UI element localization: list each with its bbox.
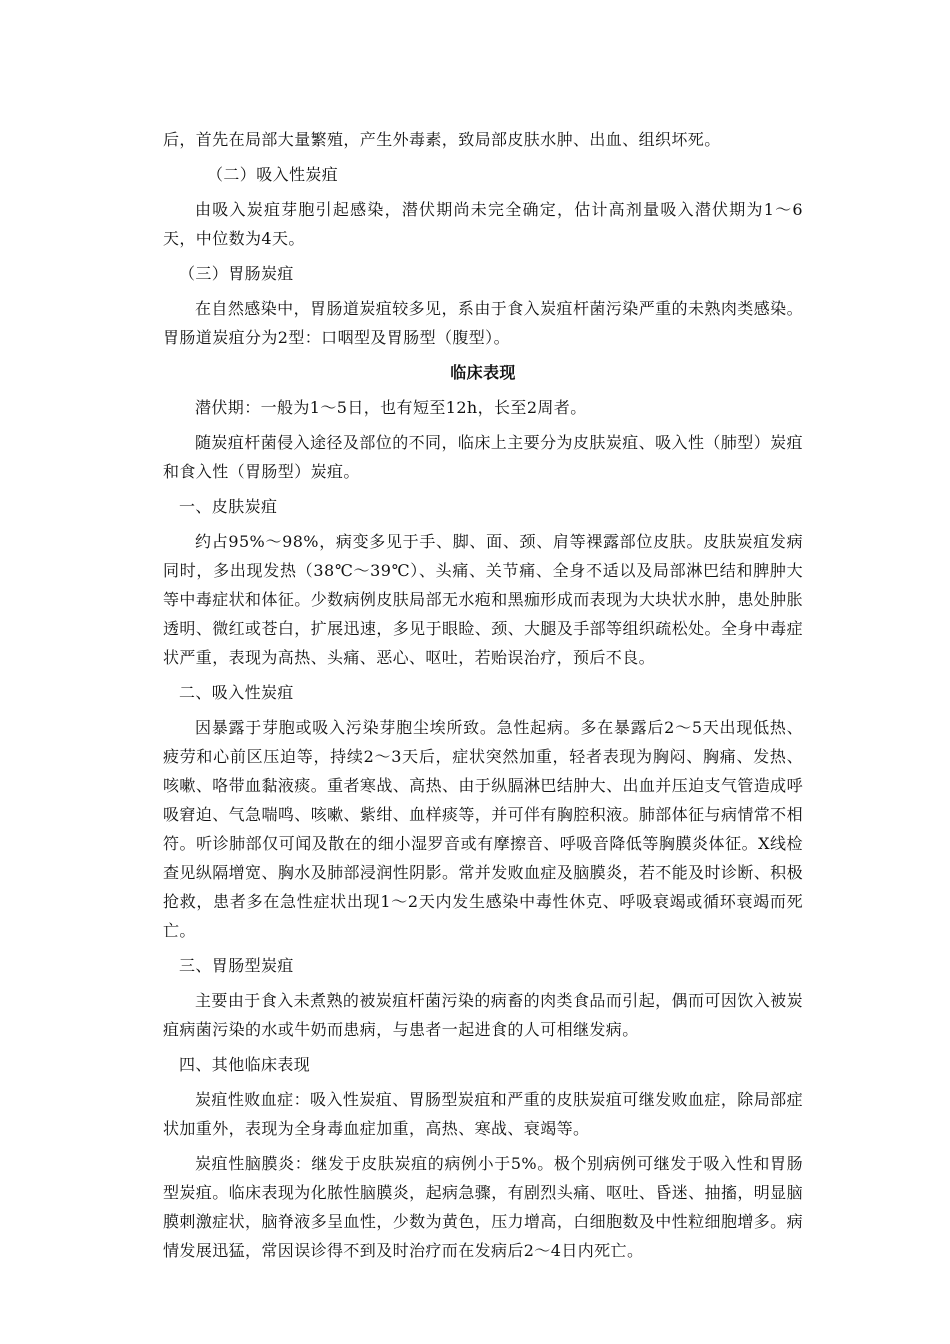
document-body	[163, 125, 803, 1271]
paragraph: 由吸入炭疽芽胞引起感染，潜伏期尚未完全确定，估计高剂量吸入潜伏期为1～6天，中位数为4天。	[163, 200, 803, 248]
section-title: 临床表现	[450, 363, 516, 382]
paragraph: 随炭疽杆菌侵入途径及部位的不同，临床上主要分为皮肤炭疽、吸入性（肺型）炭疽和食入性（胃肠型）炭疽。	[163, 433, 803, 481]
paragraph: 后，首先在局部大量繁殖，产生外毒素，致局部皮肤水肿、出血、组织坏死。	[163, 130, 721, 149]
paragraph: 潜伏期：一般为1～5日，也有短至12h，长至2周者。	[195, 398, 587, 417]
section-heading: （三）胃肠炭疽	[179, 264, 294, 283]
paragraph: 主要由于食入未煮熟的被炭疽杆菌污染的病畜的肉类食品而引起，偶而可因饮入被炭疽病菌污染的水或牛奶而患病，与患者一起进食的人可相继发病。	[163, 991, 803, 1039]
paragraph: 约占95%～98%，病变多见于手、脚、面、颈、肩等裸露部位皮肤。皮肤炭疽发病同时，多出现发热（38℃～39℃）、头痛、关节痛、全身不适以及局部淋巴结和脾肿大等中毒症状和体征。少数病例皮肤局部无水疱和黑痂形成而表现为大块状水肿，患处肿胀透明、微红或苍白，扩展迅速，多见于眼睑、颈、大腿及手部等组织疏松处。全身中毒症状严重，表现为高热、头痛、恶心、呕吐，若贻误治疗，预后不良。	[163, 532, 803, 667]
paragraph: 在自然感染中，胃肠道炭疽较多见，系由于食入炭疽杆菌污染严重的未熟肉类感染。胃肠道炭疽分为2型：口咽型及胃肠型（腹型）。	[163, 299, 803, 347]
section-heading: 一、皮肤炭疽	[179, 497, 278, 516]
paragraph: 炭疽性脑膜炎：继发于皮肤炭疽的病例小于5%。极个别病例可继发于吸入性和胃肠型炭疽。临床表现为化脓性脑膜炎，起病急骤，有剧烈头痛、呕吐、昏迷、抽搐，明显脑膜刺激症状，脑脊液多呈血性，少数为黄色，压力增高，白细胞数及中性粒细胞增多。病情发展迅猛，常因误诊得不到及时治疗而在发病后2～4日内死亡。	[163, 1154, 803, 1260]
section-heading: 二、吸入性炭疽	[179, 683, 294, 702]
section-heading: 三、胃肠型炭疽	[179, 956, 294, 975]
section-heading: 四、其他临床表现	[179, 1055, 311, 1074]
section-heading: （二）吸入性炭疽	[207, 165, 339, 184]
paragraph: 因暴露于芽胞或吸入污染芽胞尘埃所致。急性起病。多在暴露后2～5天出现低热、疲劳和心前区压迫等，持续2～3天后，症状突然加重，轻者表现为胸闷、胸痛、发热、咳嗽、咯带血黏液痰。重者寒战、高热、由于纵膈淋巴结肿大、出血并压迫支气管造成呼吸窘迫、气急喘鸣、咳嗽、紫绀、血样痰等，并可伴有胸腔积液。肺部体征与病情常不相符。听诊肺部仅可闻及散在的细小湿罗音或有摩擦音、呼吸音降低等胸膜炎体征。X线检查见纵隔增宽、胸水及肺部浸润性阴影。常并发败血症及脑膜炎，若不能及时诊断、积极抢救，患者多在急性症状出现1～2天内发生感染中毒性休克、呼吸衰竭或循环衰竭而死亡。	[163, 718, 803, 940]
paragraph: 炭疽性败血症：吸入性炭疽、胃肠型炭疽和严重的皮肤炭疽可继发败血症，除局部症状加重外，表现为全身毒血症加重，高热、寒战、衰竭等。	[163, 1090, 803, 1138]
